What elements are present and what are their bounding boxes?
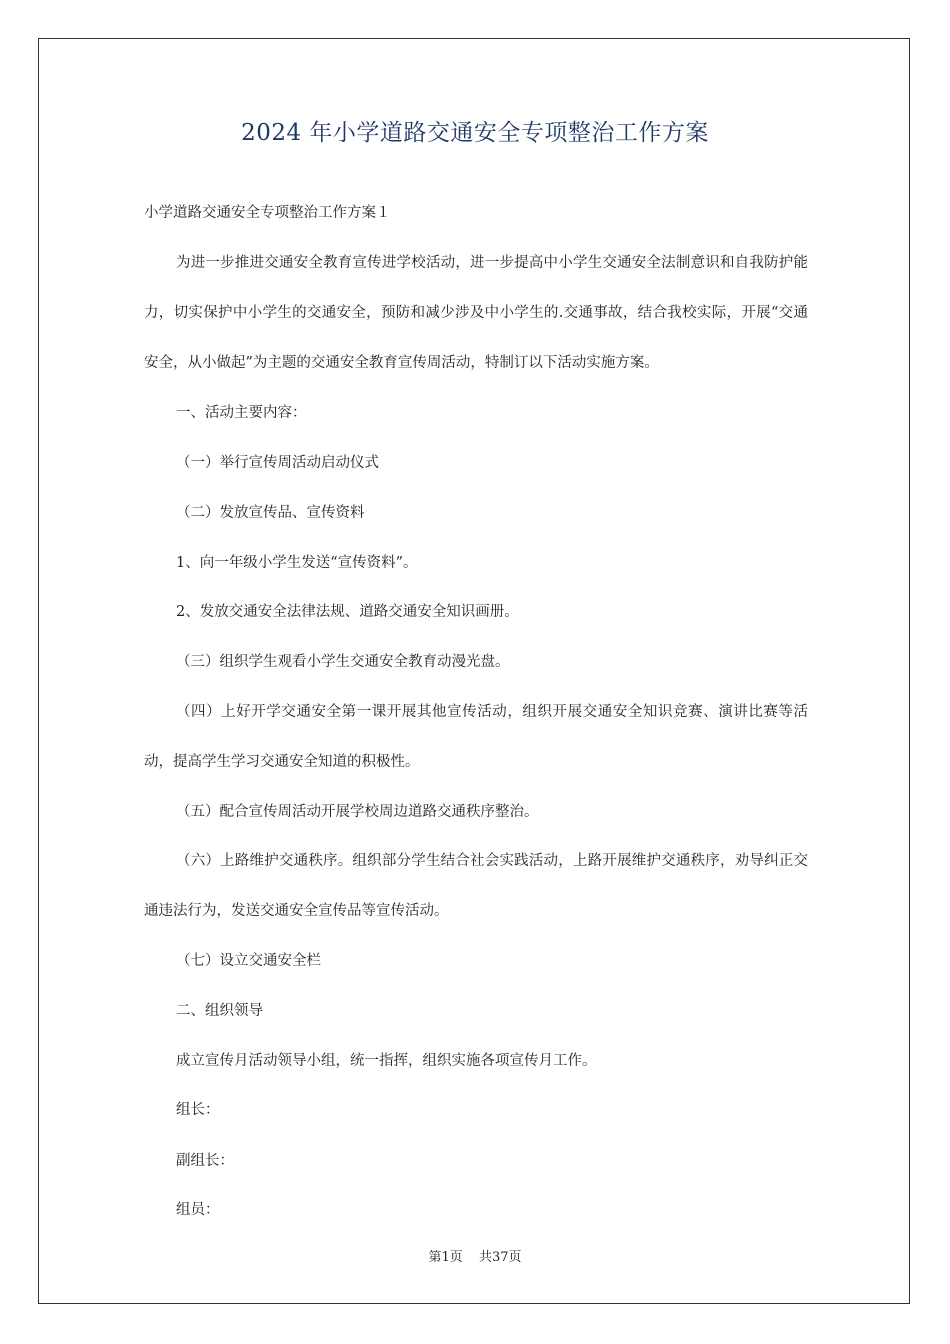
paragraph: （四）上好开学交通安全第一课开展其他宣传活动，组织开展交通安全知识竞赛、演讲比赛等活动，提高学生学习交通安全知道的积极性。 xyxy=(144,704,808,770)
paragraph-intro: 为进一步推进交通安全教育宣传进学校活动，进一步提高中小学生交通安全法制意识和自我防护能力，切实保护中小学生的交通安全，预防和减少涉及中小学生的.交通事故，结合我校实际，开展“交通安全，从小做起”为主题的交通安全教育宣传周活动，特制订以下活动实施方案。 xyxy=(144,255,808,371)
paragraph: （一）举行宣传周活动启动仪式 xyxy=(176,455,379,471)
paragraph: （二）发放宣传品、宣传资料 xyxy=(176,505,365,521)
paragraph: 组长： xyxy=(176,1102,220,1118)
paragraph: 1、向一年级小学生发送“宣传资料”。 xyxy=(176,555,418,571)
page-number: 第1页 xyxy=(428,1250,463,1265)
document-title: 2024 年小学道路交通安全专项整治工作方案 xyxy=(241,120,709,146)
paragraph: 一、活动主要内容： xyxy=(176,405,307,421)
paragraph: 组员： xyxy=(176,1202,220,1218)
paragraph: 成立宣传月活动领导小组，统一指挥，组织实施各项宣传月工作。 xyxy=(176,1053,597,1069)
paragraph: （七）设立交通安全栏 xyxy=(176,953,321,969)
paragraph: 2、发放交通安全法律法规、道路交通安全知识画册。 xyxy=(176,604,519,620)
paragraph: （六）上路维护交通秩序。组织部分学生结合社会实践活动，上路开展维护交通秩序，劝导纠正交通违法行为，发送交通安全宣传品等宣传活动。 xyxy=(144,853,808,919)
page-footer xyxy=(0,1246,950,1265)
section-heading: 小学道路交通安全专项整治工作方案１ xyxy=(144,205,391,221)
paragraph: （五）配合宣传周活动开展学校周边道路交通秩序整治。 xyxy=(176,804,539,820)
page-total: 共37页 xyxy=(478,1250,522,1265)
paragraph: （三）组织学生观看小学生交通安全教育动漫光盘。 xyxy=(176,654,510,670)
paragraph: 副组长： xyxy=(176,1153,234,1169)
paragraph: 二、组织领导 xyxy=(176,1003,263,1019)
